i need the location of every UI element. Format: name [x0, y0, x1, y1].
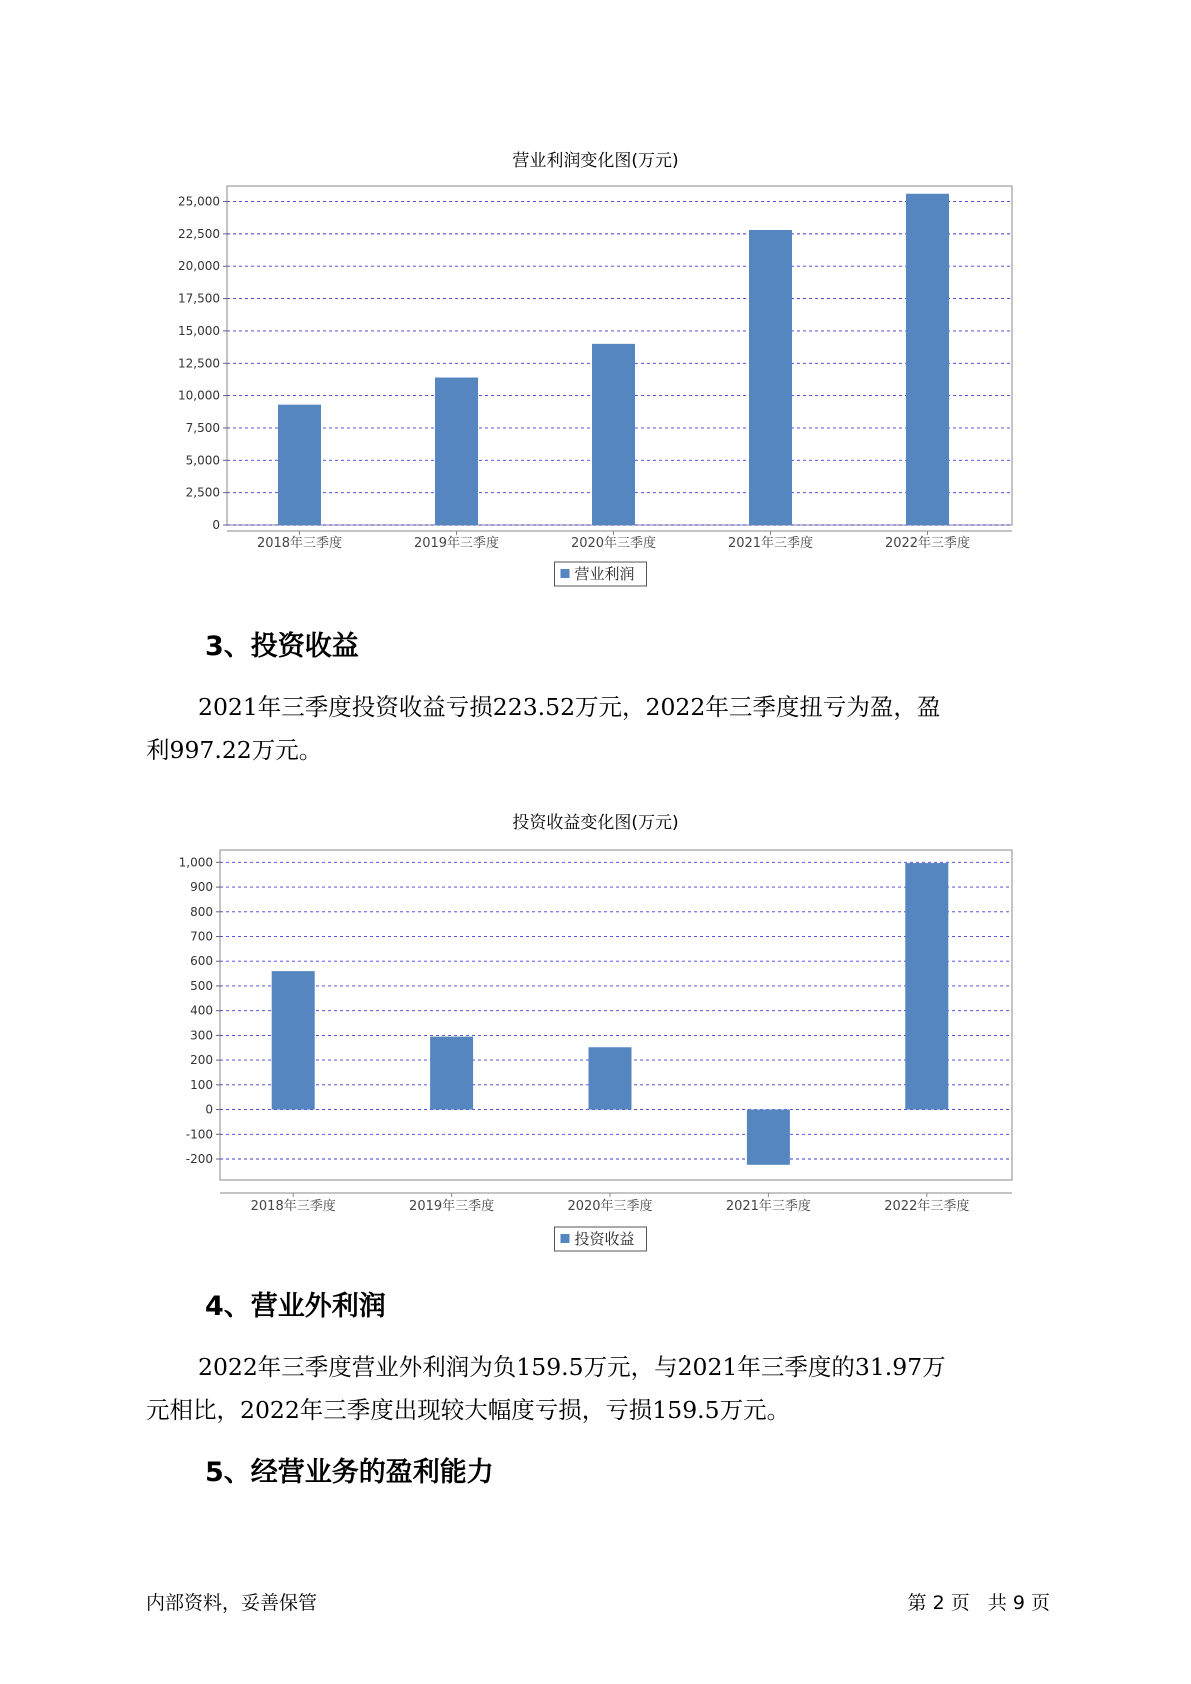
y-tick-label: -100: [185, 1127, 213, 1142]
bar: [272, 971, 315, 1109]
legend-swatch: [561, 1234, 570, 1243]
y-tick-label: 25,000: [178, 194, 220, 209]
bar: [430, 1037, 473, 1110]
y-tick-label: 900: [190, 880, 213, 895]
y-tick-label: 10,000: [178, 388, 220, 403]
y-tick-label: -200: [185, 1151, 213, 1166]
y-tick-label: 800: [190, 904, 213, 919]
x-tick-label: 2019年三季度: [409, 1199, 495, 1214]
section-4-heading: 4、营业外利润: [205, 1291, 386, 1322]
section-3-line-2: 利997.22万元。: [146, 736, 323, 764]
plot-area: [220, 850, 1012, 1180]
y-tick-label: 700: [190, 929, 213, 944]
y-tick-label: 7,500: [185, 420, 220, 435]
y-tick-label: 500: [190, 978, 213, 993]
footer-page-number: 第 2 页 共 9 页: [907, 1592, 1050, 1614]
y-tick-label: 2,500: [185, 485, 220, 500]
y-tick-label: 1,000: [178, 855, 213, 870]
section-5-heading: 5、经营业务的盈利能力: [205, 1457, 494, 1488]
section-4-line-2: 元相比，2022年三季度出现较大幅度亏损，亏损159.5万元。: [146, 1396, 791, 1424]
x-tick-label: 2021年三季度: [727, 536, 814, 551]
section-3-heading: 3、投资收益: [205, 631, 359, 662]
y-tick-label: 300: [190, 1028, 213, 1043]
y-tick-label: 20,000: [178, 259, 220, 274]
section-3-line-1: 2021年三季度投资收益亏损223.52万元，2022年三季度扭亏为盈，盈: [198, 693, 941, 721]
legend-label: 投资收益: [574, 1230, 635, 1248]
y-tick-label: 400: [190, 1003, 213, 1018]
y-tick-label: 0: [205, 1102, 213, 1117]
x-tick-label: 2018年三季度: [256, 536, 343, 551]
y-tick-label: 15,000: [178, 323, 220, 338]
y-tick-label: 5,000: [185, 453, 220, 468]
chart1-title: 营业利润变化图(万元): [512, 151, 679, 171]
x-tick-label: 2022年三季度: [884, 1199, 970, 1214]
bar: [589, 1047, 632, 1109]
y-tick-label: 0: [212, 518, 220, 532]
y-tick-label: 17,500: [178, 291, 220, 306]
x-tick-label: 2022年三季度: [884, 536, 971, 551]
y-tick-label: 22,500: [178, 226, 220, 241]
x-tick-label: 2020年三季度: [570, 536, 657, 551]
x-tick-label: 2018年三季度: [250, 1199, 336, 1214]
y-tick-label: 600: [190, 954, 213, 969]
bar: [747, 1110, 790, 1165]
y-tick-label: 100: [190, 1077, 213, 1092]
x-tick-label: 2021年三季度: [725, 1199, 811, 1214]
chart2-title: 投资收益变化图(万元): [512, 813, 679, 833]
bar: [905, 863, 948, 1110]
section-4-paragraph: [146, 1346, 1046, 1432]
legend-label: 营业利润: [574, 565, 635, 583]
y-tick-label: 12,500: [178, 356, 220, 371]
y-tick-label: 200: [190, 1053, 213, 1068]
x-tick-label: 2020年三季度: [567, 1199, 653, 1214]
footer-confidential-note: 内部资料，妥善保管: [146, 1592, 318, 1614]
section-4-line-1: 2022年三季度营业外利润为负159.5万元，与2021年三季度的31.97万: [198, 1353, 946, 1381]
x-tick-label: 2019年三季度: [413, 536, 500, 551]
